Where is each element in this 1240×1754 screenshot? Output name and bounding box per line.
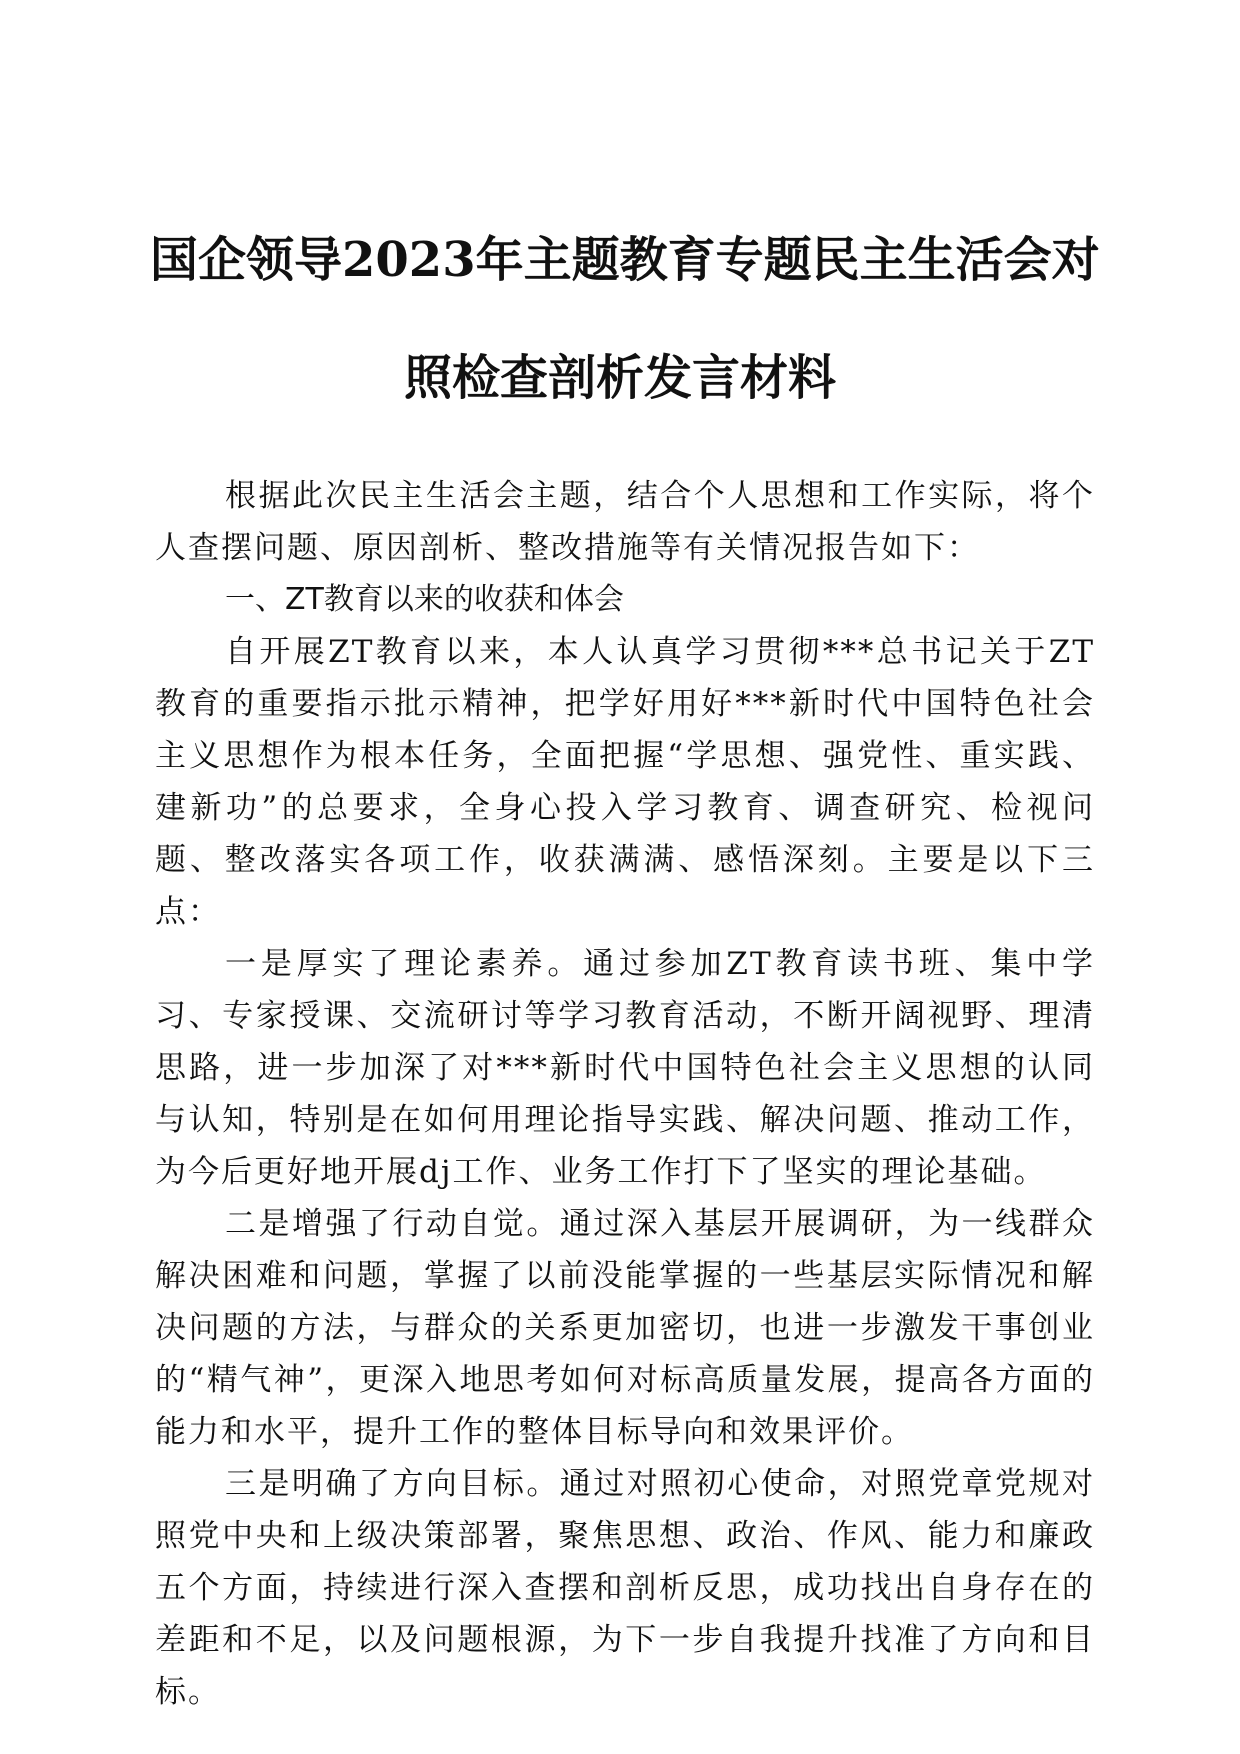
- document-title-line-1: 国企领导2023年主题教育专题民主生活会对: [150, 232, 1100, 288]
- body-paragraph-1: 自开展ZT教育以来，本人认真学习贯彻***总书记关于ZT教育的重要指示批示精神，把学好用好***新时代中国特色社会主义思想作为根本任务，全面把握“学思想、强党性、重实践、建新功”的总要求，全身心投入学习教育、调查研究、检视问题、整改落实各项工作，收获满满、感悟深刻。主要是以下三点：: [155, 634, 1095, 930]
- intro-paragraph: 根据此次民主生活会主题，结合个人思想和工作实际，将个人查摆问题、原因剖析、整改措施等有关情况报告如下：: [155, 478, 1095, 566]
- section-heading-1: 一、ZT教育以来的收获和体会: [225, 582, 624, 617]
- body-paragraph-3: 二是增强了行动自觉。通过深入基层开展调研，为一线群众解决困难和问题，掌握了以前没能掌握的一些基层实际情况和解决问题的方法，与群众的关系更加密切，也进一步激发干事创业的“精气神”，更深入地思考如何对标高质量发展，提高各方面的能力和水平，提升工作的整体目标导向和效果评价。: [155, 1206, 1095, 1450]
- document-title-line-2: 照检查剖析发言材料: [403, 350, 836, 406]
- document-body: [155, 470, 1095, 1718]
- body-paragraph-4: 三是明确了方向目标。通过对照初心使命，对照党章党规对照党中央和上级决策部署，聚焦思想、政治、作风、能力和廉政五个方面，持续进行深入查摆和剖析反思，成功找出自身存在的差距和不足，以及问题根源，为下一步自我提升找准了方向和目标。: [155, 1466, 1095, 1710]
- body-paragraph-2: 一是厚实了理论素养。通过参加ZT教育读书班、集中学习、专家授课、交流研讨等学习教育活动，不断开阔视野、理清思路，进一步加深了对***新时代中国特色社会主义思想的认同与认知，特别是在如何用理论指导实践、解决问题、推动工作，为今后更好地开展dj工作、业务工作打下了坚实的理论基础。: [155, 946, 1095, 1190]
